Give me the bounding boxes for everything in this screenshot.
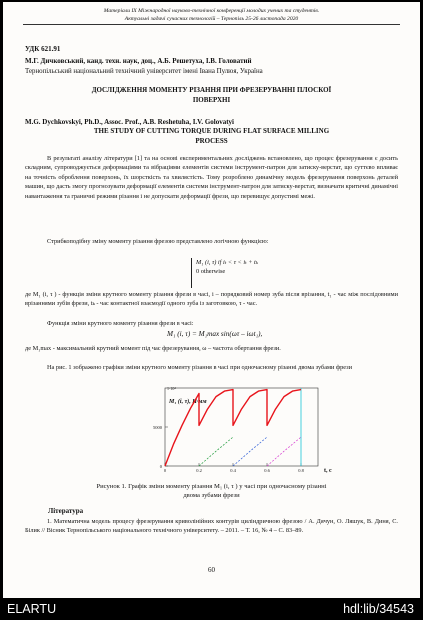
- udc-code: УДК 621.91: [25, 45, 61, 53]
- title-en-line2: PROCESS: [195, 137, 228, 145]
- x-tick-label: 0: [163, 468, 167, 473]
- x-axis-label: t, c: [324, 468, 332, 474]
- reference-1: 1. Математична модель процесу фрезерування криволінійних контурів циліндричною фрезою / А. Дячун, О. Ляшук, В. Диня, С. Білик // Вісник Тернопільського національного технічного університету. – 2011. – Т. 16, № 4 – С. 83–89.: [25, 518, 398, 535]
- figure-caption-line1: Рисунок 1. Графік зміни моменту різання M₁ (i, τ ) у часі при одночасному різанні: [96, 483, 327, 490]
- viewer-footer: [0, 598, 423, 620]
- paragraph-logic-function: Стрибкоподібну зміну моменту різання фрезою представлено логічною функцією:: [47, 238, 269, 245]
- formula-logic-line2: 0 otherwise: [196, 268, 226, 275]
- header-rule: [23, 24, 400, 25]
- paragraph-definitions: де M₁ (i, τ ) - функція зміни крутного моменту різання фрези в часі, i – порядковий номер зуба після врізання, t₁ - час між послідовними врізаннями зубів фрези, tₖ - час контактної взаємодії одного зуба із заготовкою, τ - час.: [25, 291, 398, 308]
- running-header-1: Матеріали IX Міжнародної науково-технічної конференції молодих учених та студентів.: [103, 8, 320, 14]
- figure-caption-line2: двома зубами фрези: [183, 492, 240, 499]
- affiliation: Тернопільський національний технічний університет імені Івана Пулюя, Україна: [25, 68, 263, 75]
- title-ua-line2: ПОВЕРХНІ: [192, 96, 231, 104]
- y-tick-label: 5000: [153, 425, 162, 430]
- y-axis-label: M₁ (i, τ), Н·мм: [169, 399, 207, 405]
- paragraph-figure-ref: На рис. 1 зображено графіки зміни крутного моменту різання в часі при одночасному різанні двома зубами фрези: [47, 364, 352, 371]
- series-tooth-1: [199, 437, 233, 466]
- x-tick-label: 0.8: [298, 468, 304, 473]
- references-title: Література: [48, 507, 84, 515]
- x-tick-label: 0.2: [196, 468, 202, 473]
- title-en-line1: THE STUDY OF CUTTING TORQUE DURING FLAT SURFACE MILLING: [93, 127, 330, 135]
- paragraph-torque-function: Функція зміни крутного моменту різання фрези в часі:: [47, 320, 194, 327]
- running-header-2: Актуальні задачі сучасних технологій – Тернопіль 25-26 листопада 2020: [124, 16, 299, 22]
- repository-name: ELARTU: [7, 602, 57, 616]
- page-number: 60: [208, 566, 215, 574]
- authors-ua: М.Г. Дичковський, канд. техн. наук, доц., А.Б. Решетуха, І.В. Головатий: [25, 57, 252, 65]
- paragraph-mmax: де M₁max - максимальний крутний момент під час фрезерування, ω – частота обертання фрези.: [25, 345, 281, 352]
- x-tick-label: 0.6: [264, 468, 270, 473]
- x-tick-label: 0.4: [230, 468, 236, 473]
- series-tooth-3: [267, 437, 301, 466]
- formula-logic: [191, 258, 284, 288]
- document-page: [3, 2, 420, 598]
- series-tooth-2: [233, 437, 267, 466]
- formula-logic-line1: M₁ (i, τ) if iₜ < τ < iₜ + tₖ: [196, 259, 259, 266]
- paragraph-intro: В результаті аналізу літератури [1] та на основі експериментальних досліджень встановлено, що процес фрезерування є досить складним, супроводжується деформаціями та вібраціями елементів системи інструмент-патрон для затиску-верстат, що суттєво впливає на точність оброблення поверхонь, їх шорсткість та хвилястість. Тому розроблено динамічну модель фрезерування поверхонь деталей машин, що дасть змогу прогнозувати деформації елементів системи інструмент-патрон для затиску-верстат, визначати критичні динамічні навантаження та граничні режими різання і не допускати деформації фрези, що перевищує допустимі межі.: [25, 155, 398, 200]
- formula-torque: M₁ (i, τ) = M₁max sin(ωτ – iωt₁),: [167, 330, 263, 338]
- y-multiplier: 1·10⁴: [167, 386, 176, 391]
- authors-en: M.G. Dychkovskyi, Ph.D., Assoc. Prof., A.B. Reshetuha, I.V. Golovatyi: [25, 118, 234, 126]
- y-tick-label: 0: [159, 464, 162, 469]
- torque-chart: [113, 380, 338, 480]
- handle-link[interactable]: hdl:lib/34543: [343, 602, 414, 616]
- title-ua-line1: ДОСЛІДЖЕННЯ МОМЕНТУ РІЗАННЯ ПРИ ФРЕЗЕРУВАННІ ПЛОСКОЇ: [91, 86, 332, 94]
